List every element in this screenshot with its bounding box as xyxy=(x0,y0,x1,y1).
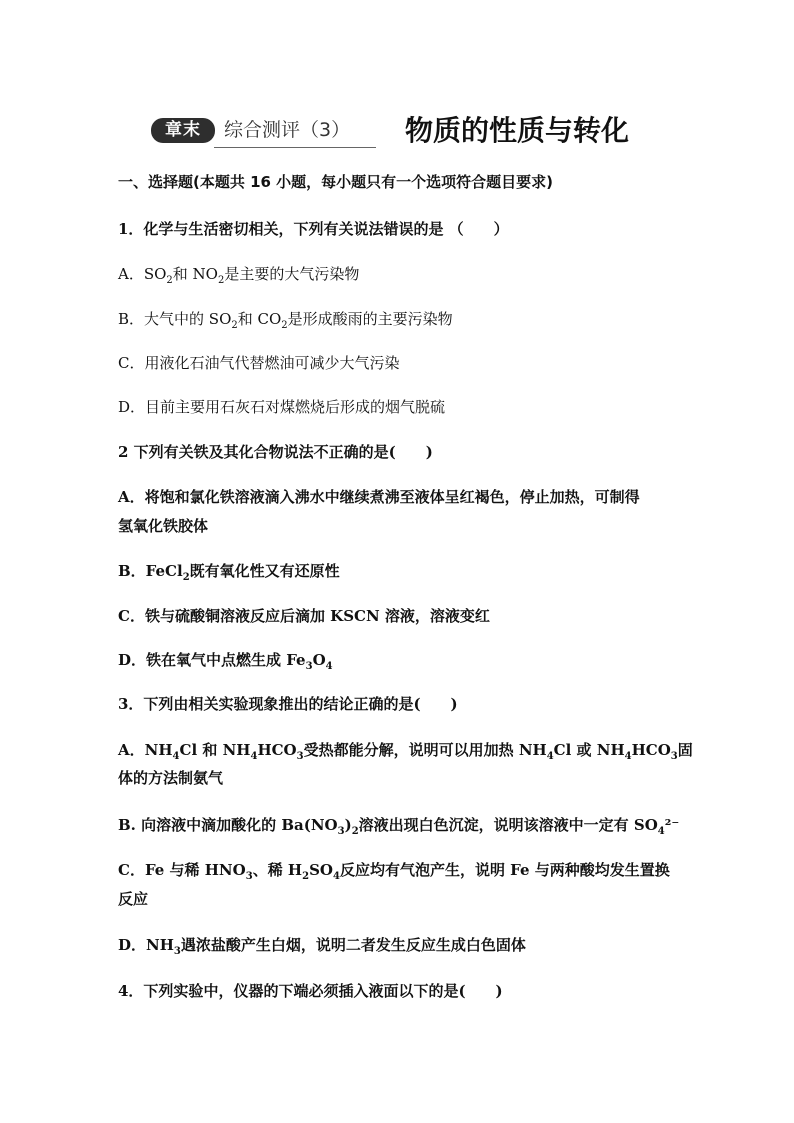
question-3-option-a-line-2: 体的方法制氨气 xyxy=(118,769,224,787)
page-header xyxy=(0,112,794,152)
question-3-option-b: B. 向溶液中滴加酸化的 $Ba(NO_3)_2$溶液出现白色沉淀，说明该溶液中一定有 $SO_4^{2-}$ xyxy=(118,816,680,837)
question-2-option-c: C．铁与硫酸铜溶液反应后滴加 KSCN 溶液，溶液变红 xyxy=(118,607,490,625)
section-heading: 一、选择题(本题共 16 小题，每小题只有一个选项符合题目要求) xyxy=(118,173,554,191)
question-2-stem: 2 下列有关铁及其化合物说法不正确的是( ) xyxy=(118,443,433,461)
question-1-option-a: A．$SO_2$和 $NO_2$是主要的大气污染物 xyxy=(118,265,360,286)
question-3-option-c-line-1: C．Fe 与稀 $HNO_3$、稀 $H_2SO_4$反应均有气泡产生，说明 Fe 与两种酸均发生置换 xyxy=(118,861,670,882)
question-3-option-d: D．$NH_3$遇浓盐酸产生白烟，说明二者发生反应生成白色固体 xyxy=(118,936,526,957)
question-4-stem: 4．下列实验中，仪器的下端必须插入液面以下的是( ) xyxy=(118,982,503,1000)
header-subtitle: 综合测评（3） xyxy=(224,119,351,141)
question-1-option-b: B．大气中的 $SO_2$和 $CO_2$是形成酸雨的主要污染物 xyxy=(118,310,453,331)
question-2-option-a-line-2: 氢氧化铁胶体 xyxy=(118,517,209,535)
question-1-stem: 1．化学与生活密切相关，下列有关说法错误的是 （ ） xyxy=(118,220,509,238)
question-2-option-d: D．铁在氧气中点燃生成 $Fe_3O_4$ xyxy=(118,651,333,672)
question-2-option-a-line-1: A．将饱和氯化铁溶液滴入沸水中继续煮沸至液体呈红褐色，停止加热，可制得 xyxy=(118,488,640,506)
question-2-option-b: B．FeCl$_2$既有氧化性又有还原性 xyxy=(118,562,340,583)
question-3-option-c-line-2: 反应 xyxy=(118,890,149,908)
question-1-option-d: D．目前主要用石灰石对煤燃烧后形成的烟气脱硫 xyxy=(118,398,446,416)
subtitle-underline xyxy=(214,147,376,148)
question-1-option-c: C．用液化石油气代替燃油可减少大气污染 xyxy=(118,354,400,372)
page-title: 物质的性质与转化 xyxy=(405,114,630,147)
question-3-option-a-line-1: A．$NH_4Cl$ 和 $NH_4HCO_3$受热都能分解，说明可以用加热 $NH_4Cl$ 或 $NH_4HCO_3$固 xyxy=(118,741,693,762)
question-3-stem: 3．下列由相关实验现象推出的结论正确的是( ) xyxy=(118,695,458,713)
chapter-badge: 章末 xyxy=(151,118,215,143)
